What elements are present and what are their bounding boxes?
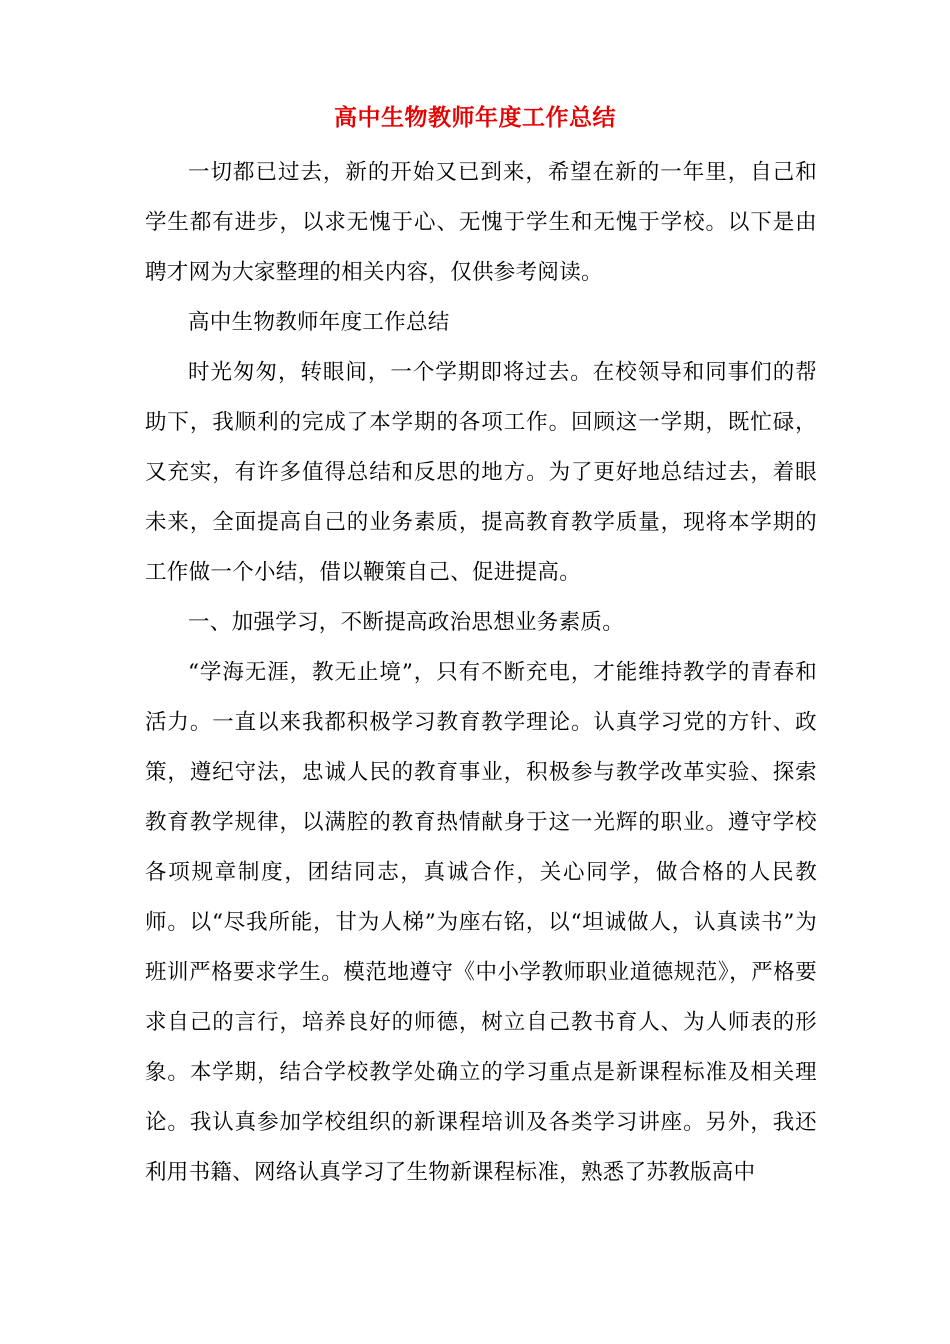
section-heading: 高中生物教师年度工作总结: [188, 310, 450, 335]
opening-paragraph: 时光匆匆，转眼间，一个学期即将过去。在校领导和同事们的帮助下，我顺利的完成了本学期的各项工作。回顾这一学期，既忙碌，又充实，有许多值得总结和反思的地方。为了更好地总结过去，着眼未来，全面提高自己的业务素质，提高教育教学质量，现将本学期的工作做一个小结，借以鞭策自己、促进提高。: [145, 360, 817, 585]
document-title: 高中生物教师年度工作总结: [334, 104, 616, 131]
intro-paragraph: 一切都已过去，新的开始又已到来，希望在新的一年里，自己和学生都有进步，以求无愧于心、无愧于学生和无愧于学校。以下是由聘才网为大家整理的相关内容，仅供参考阅读。: [145, 160, 817, 285]
subheading-one: 一、加强学习，不断提高政治思想业务素质。: [188, 610, 625, 635]
document-body: [145, 148, 817, 1198]
study-paragraph: “学海无涯，教无止境”，只有不断充电，才能维持教学的青春和活力。一直以来我都积极学习教育教学理论。认真学习党的方针、政策，遵纪守法，忠诚人民的教育事业，积极参与教学改革实验、探索教育教学规律，以满腔的教育热情献身于这一光辉的职业。遵守学校各项规章制度，团结同志，真诚合作，关心同学，做合格的人民教师。以“尽我所能，甘为人梯”为座右铭，以“坦诚做人，认真读书”为班训严格要求学生。模范地遵守《中小学教师职业道德规范》，严格要求自己的言行，培养良好的师德，树立自己教书育人、为人师表的形象。本学期，结合学校教学处确立的学习重点是新课程标准及相关理论。我认真参加学校组织的新课程培训及各类学习讲座。另外，我还利用书籍、网络认真学习了生物新课程标准，熟悉了苏教版高中: [145, 660, 817, 1185]
